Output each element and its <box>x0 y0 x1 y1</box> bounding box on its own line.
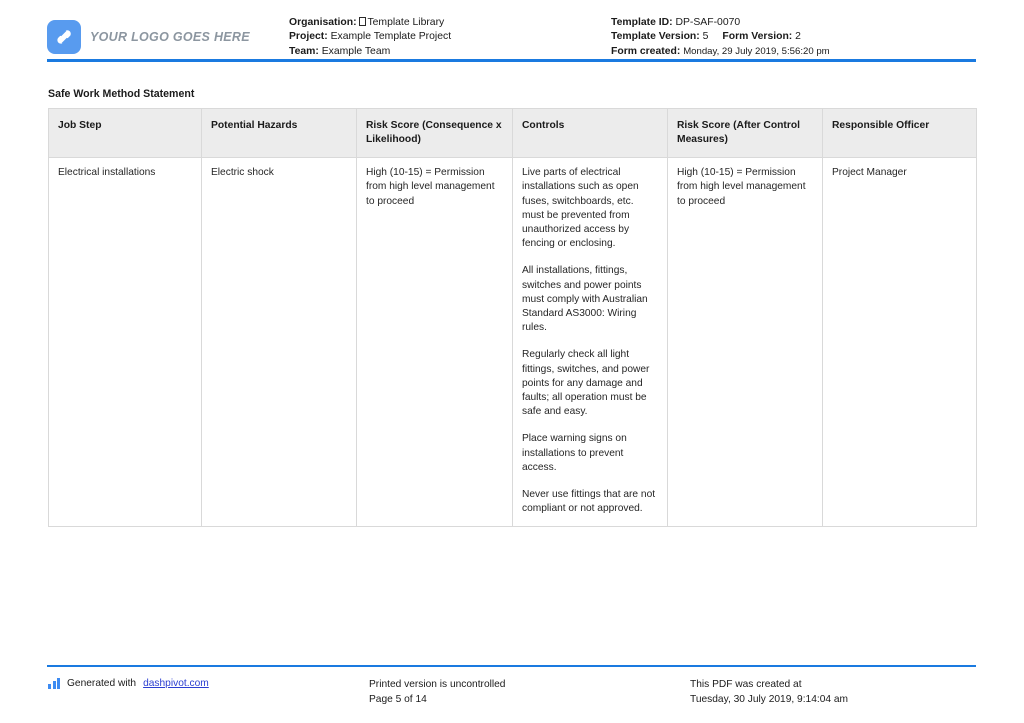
swms-table <box>48 108 977 527</box>
control-paragraph: All installations, fittings, switches and power points must comply with Australian Standard AS3000: Wiring rules. <box>522 265 648 334</box>
cell-potential-hazards: Electric shock <box>202 158 357 527</box>
header-meta-left <box>289 16 451 59</box>
swms-table-container <box>48 108 976 527</box>
meta-organisation-label: Organisation: <box>289 17 357 28</box>
dashpivot-link[interactable]: dashpivot.com <box>143 678 209 689</box>
meta-template-version-value: 5 <box>702 31 709 43</box>
footer-generated-with <box>48 678 209 689</box>
meta-template-id <box>611 16 830 30</box>
logo-block <box>47 20 250 54</box>
footer-print-info <box>369 677 505 707</box>
footer-print-notice: Printed version is uncontrolled <box>369 679 506 690</box>
header-meta-right <box>611 16 830 59</box>
meta-versions <box>611 30 830 44</box>
meta-form-version-label: Form Version: <box>722 31 793 43</box>
meta-organisation <box>289 16 451 30</box>
cell-controls <box>513 158 668 527</box>
document-header <box>0 0 1024 62</box>
footer-created-value: Tuesday, 30 July 2019, 9:14:04 am <box>690 694 849 705</box>
column-header-risk-score-after: Risk Score (After Control Measures) <box>668 109 823 158</box>
meta-project-label: Project: <box>289 31 328 43</box>
meta-template-id-value: DP-SAF-0070 <box>675 17 741 28</box>
meta-team-value: Example Team <box>321 45 391 57</box>
meta-template-version-label: Template Version: <box>611 31 700 43</box>
header-divider-rule <box>47 59 976 62</box>
meta-project <box>289 30 451 44</box>
meta-template-id-label: Template ID: <box>611 17 673 28</box>
column-header-job-step: Job Step <box>49 109 202 158</box>
meta-form-created <box>611 45 830 59</box>
table-header-row <box>49 109 977 158</box>
dashpivot-swirl-logo-icon <box>47 20 81 54</box>
footer-divider-rule <box>47 665 976 667</box>
meta-team <box>289 45 451 59</box>
table-row <box>49 158 977 527</box>
bar-chart-icon <box>48 678 60 689</box>
cell-risk-score-after: High (10-15) = Permission from high level management to proceed <box>668 158 823 527</box>
logo-placeholder-text: YOUR LOGO GOES HERE <box>90 30 250 44</box>
document-footer <box>0 675 1024 723</box>
cell-job-step: Electrical installations <box>49 158 202 527</box>
meta-organisation-value: Template Library <box>367 17 445 28</box>
control-paragraph: Regularly check all light fittings, switches, and power points for any damage and faults; all operation must be safe and easy. <box>522 349 650 418</box>
footer-generated-label: Generated with <box>67 678 137 689</box>
column-header-responsible-officer: Responsible Officer <box>823 109 977 158</box>
cell-risk-score-before: High (10-15) = Permission from high level management to proceed <box>357 158 513 527</box>
missing-glyph-icon <box>359 17 366 26</box>
footer-created-label: This PDF was created at <box>690 679 802 690</box>
meta-form-version-value: 2 <box>795 31 801 43</box>
page-title: Safe Work Method Statement <box>48 88 195 100</box>
footer-created-info <box>690 677 848 707</box>
control-paragraph: Never use fittings that are not compliant or not approved. <box>522 489 656 515</box>
column-header-risk-score-before: Risk Score (Consequence x Likelihood) <box>357 109 513 158</box>
cell-responsible-officer: Project Manager <box>823 158 977 527</box>
control-paragraph: Live parts of electrical installations such as open fuses, switchboards, etc. must be prevented from unauthorized access by fencing or enclosing. <box>522 167 639 250</box>
control-paragraph: Place warning signs on installations to prevent access. <box>522 433 627 473</box>
footer-page-number: Page 5 of 14 <box>369 694 427 705</box>
column-header-potential-hazards: Potential Hazards <box>202 109 357 158</box>
meta-form-created-value: Monday, 29 July 2019, 5:56:20 pm <box>683 45 830 57</box>
meta-project-value: Example Template Project <box>330 31 452 43</box>
column-header-controls: Controls <box>513 109 668 158</box>
meta-form-created-label: Form created: <box>611 45 681 57</box>
meta-team-label: Team: <box>289 45 319 57</box>
